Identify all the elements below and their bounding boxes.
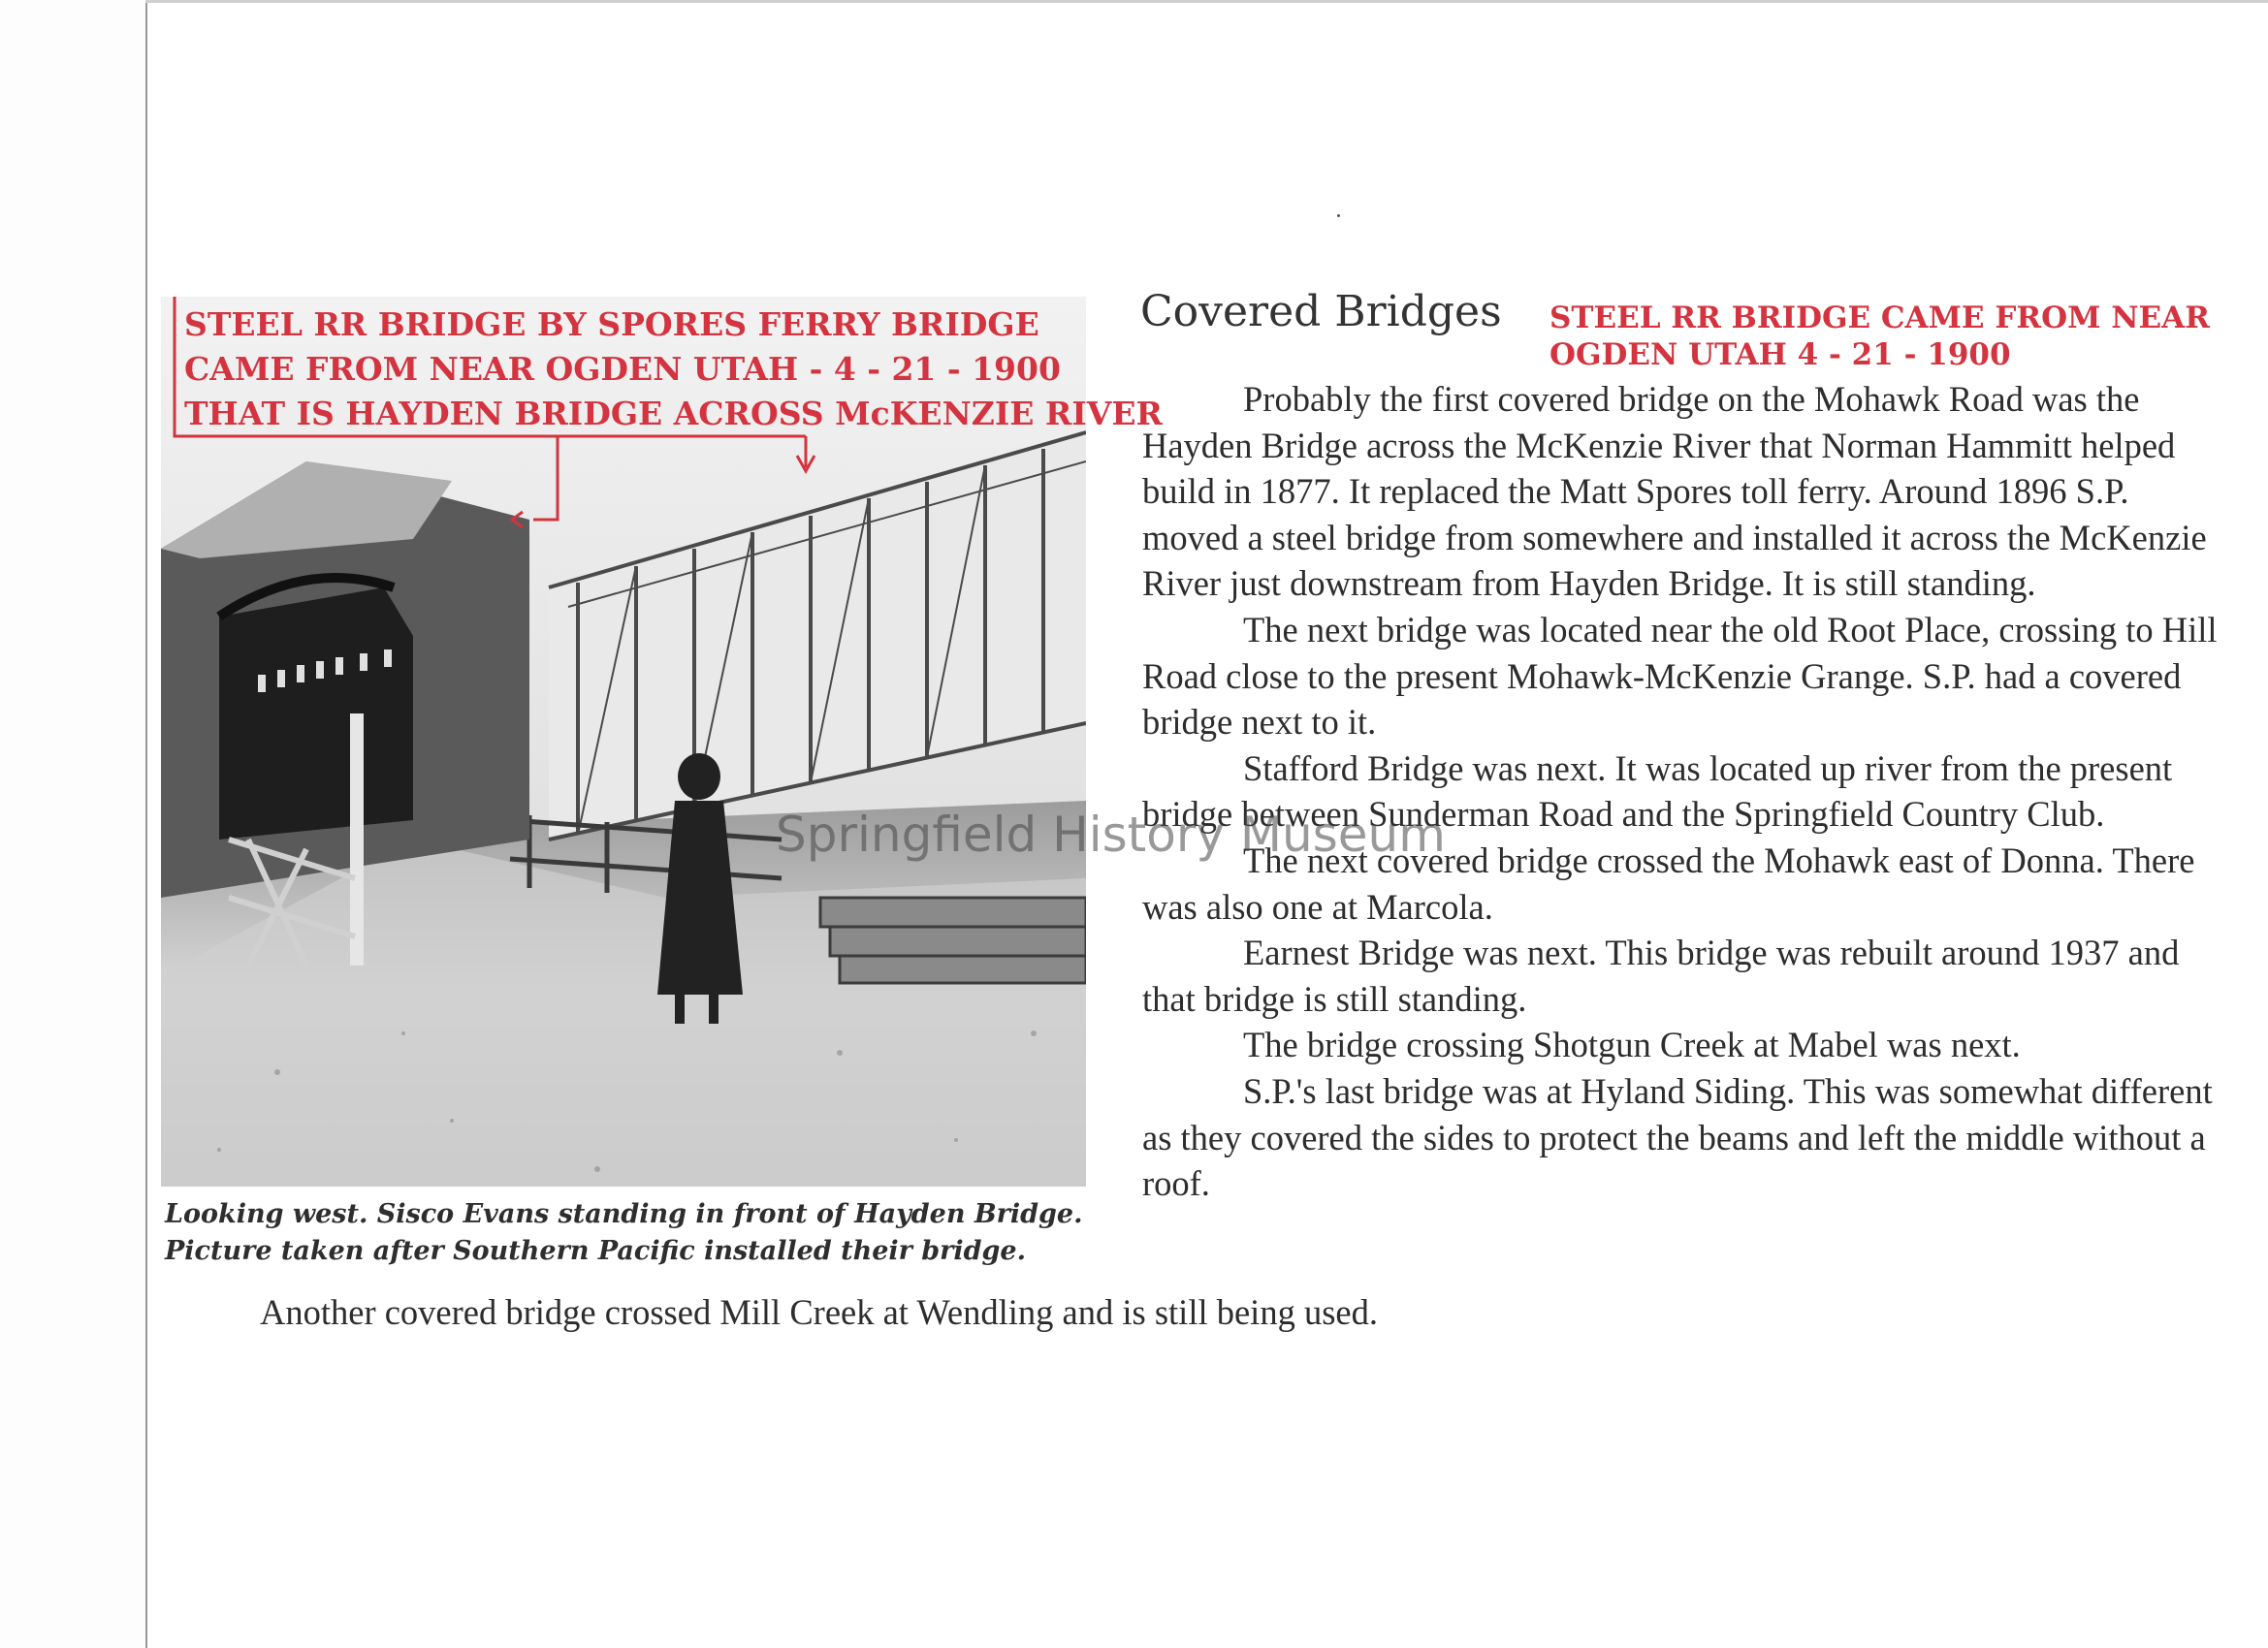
scan-speck	[1337, 214, 1340, 217]
caption-line: Looking west. Sisco Evans standing in front of Hayden Bridge.	[165, 1199, 1083, 1229]
paragraph: Stafford Bridge was next. It was located up river from the present bridge between Sunderman Road and the Springfield Country Club.	[1142, 747, 2173, 835]
paragraph: The bridge crossing Shotgun Creek at Mabel was next.	[1243, 1025, 2021, 1065]
photo-annotation-line: THAT IS HAYDEN BRIDGE ACROSS McKENZIE RIVER	[184, 395, 1163, 432]
photo-annotation-line: STEEL RR BRIDGE BY SPORES FERRY BRIDGE	[184, 305, 1039, 343]
photo-caption	[165, 1196, 1096, 1270]
scan-top-edge	[145, 0, 2268, 3]
paragraph: S.P.'s last bridge was at Hyland Siding. This was somewhat different as they covered the sides to protect the beams and left the middle without a roof.	[1142, 1070, 2213, 1204]
article-body	[1142, 376, 2220, 1207]
scan-margin	[0, 0, 145, 1648]
photo-annotation-line: CAME FROM NEAR OGDEN UTAH - 4 - 21 - 1900	[184, 350, 1061, 388]
title-annotation	[1549, 300, 2210, 373]
caption-line: Picture taken after Southern Pacific installed their bridge.	[165, 1236, 1026, 1266]
photo-annotation	[184, 302, 1163, 436]
title-annotation-line: OGDEN UTAH 4 - 21 - 1900	[1549, 337, 2011, 372]
article-title: Covered Bridges	[1140, 287, 1502, 336]
scan-edge-line	[145, 0, 147, 1648]
paragraph: The next bridge was located near the old Root Place, crossing to Hill Road close to the present Mohawk-McKenzie Grange. S.P. had a covered bridge next to it.	[1142, 609, 2218, 743]
watermark: Springfield History Museum	[776, 807, 1446, 863]
paragraph: The next covered bridge crossed the Mohawk east of Donna. There was also one at Marcola.	[1142, 840, 2195, 927]
closing-sentence: Another covered bridge crossed Mill Creek at Wendling and is still being used.	[260, 1292, 1378, 1332]
paragraph: Earnest Bridge was next. This bridge was rebuilt around 1937 and that bridge is still standing.	[1142, 933, 2180, 1019]
paragraph: Probably the first covered bridge on the Mohawk Road was the Hayden Bridge across the McKenzie River that Norman Hammitt helped build in 1877. It replaced the Matt Spores toll ferry. Around 1896 S.P. moved a steel bridge from somewhere and installed it across the McKenzie River just downstream from Hayden Bridge. It is still standing.	[1142, 379, 2207, 604]
title-annotation-line: STEEL RR BRIDGE CAME FROM NEAR	[1549, 301, 2210, 335]
